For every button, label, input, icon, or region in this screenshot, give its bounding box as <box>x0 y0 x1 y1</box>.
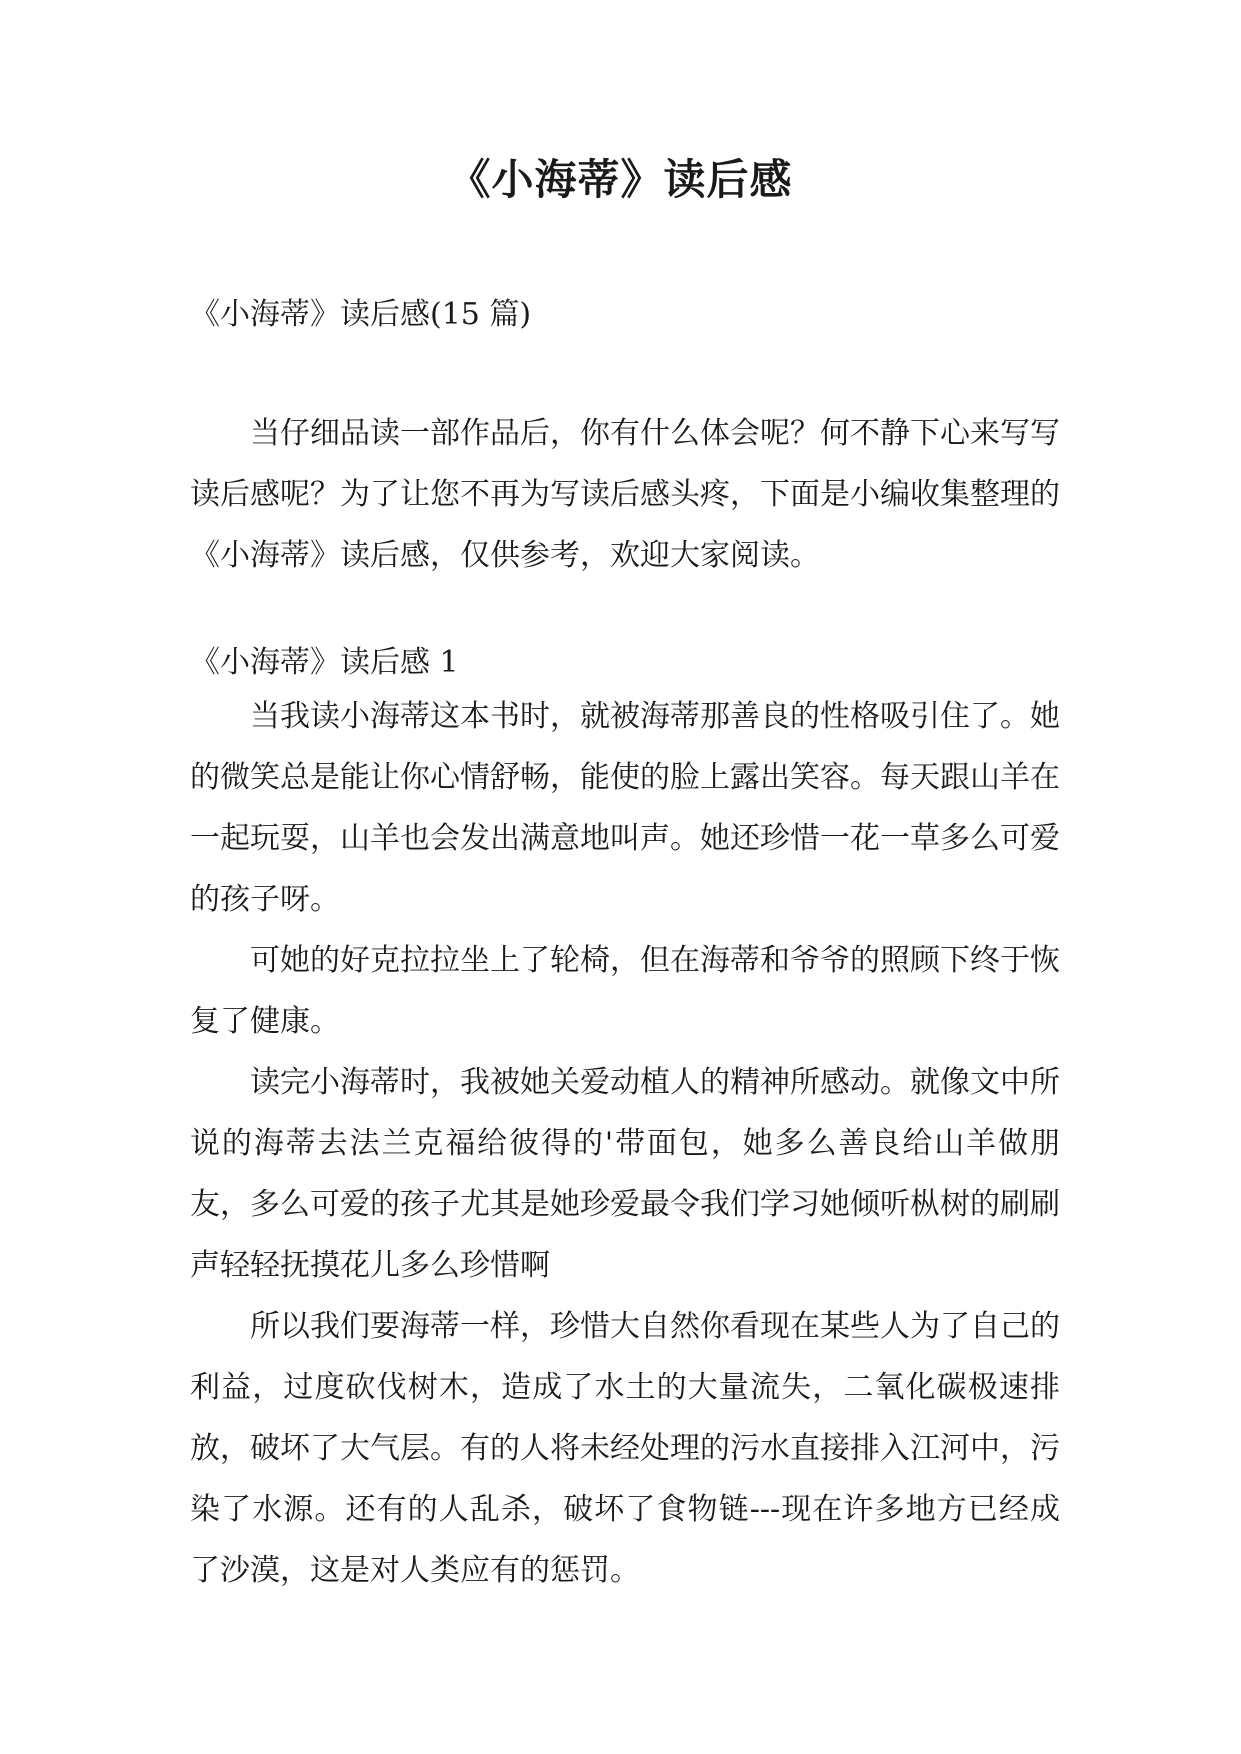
paragraph: 读完小海蒂时，我被她关爱动植人的精神所感动。就像文中所说的海蒂去法兰克福给彼得的'带面包，她多么善良给山羊做朋友，多么可爱的孩子尤其是她珍爱最令我们学习她倾听枞树的刷刷声轻轻抚摸花儿多么珍惜啊 <box>190 1065 1060 1283</box>
paragraph: 可她的好克拉拉坐上了轮椅，但在海蒂和爷爷的照顾下终于恢复了健康。 <box>190 943 1060 1039</box>
intro-paragraph: 当仔细品读一部作品后，你有什么体会呢？何不静下心来写写读后感呢？为了让您不再为写读后感头疼，下面是小编收集整理的《小海蒂》读后感，仅供参考，欢迎大家阅读。 <box>190 416 1060 573</box>
section-heading: 《小海蒂》读后感 1 <box>190 645 459 680</box>
paragraph: 当我读小海蒂这本书时，就被海蒂那善良的性格吸引住了。她的微笑总是能让你心情舒畅，能使的脸上露出笑容。每天跟山羊在一起玩耍，山羊也会发出满意地叫声。她还珍惜一花一草多么可爱的孩子呀。 <box>190 699 1060 917</box>
document-subtitle: 《小海蒂》读后感(15 篇) <box>190 297 532 332</box>
essay-section-1 <box>190 640 1060 1601</box>
document-title: 《小海蒂》读后感 <box>448 155 793 204</box>
paragraph: 所以我们要海蒂一样，珍惜大自然你看现在某些人为了自己的利益，过度砍伐树木，造成了水土的大量流失，二氧化碳极速排放，破坏了大气层。有的人将未经处理的污水直接排入江河中，污染了水源。还有的人乱杀，破坏了食物链---现在许多地方已经成了沙漠，这是对人类应有的惩罚。 <box>190 1309 1060 1588</box>
intro-section <box>190 403 1060 586</box>
